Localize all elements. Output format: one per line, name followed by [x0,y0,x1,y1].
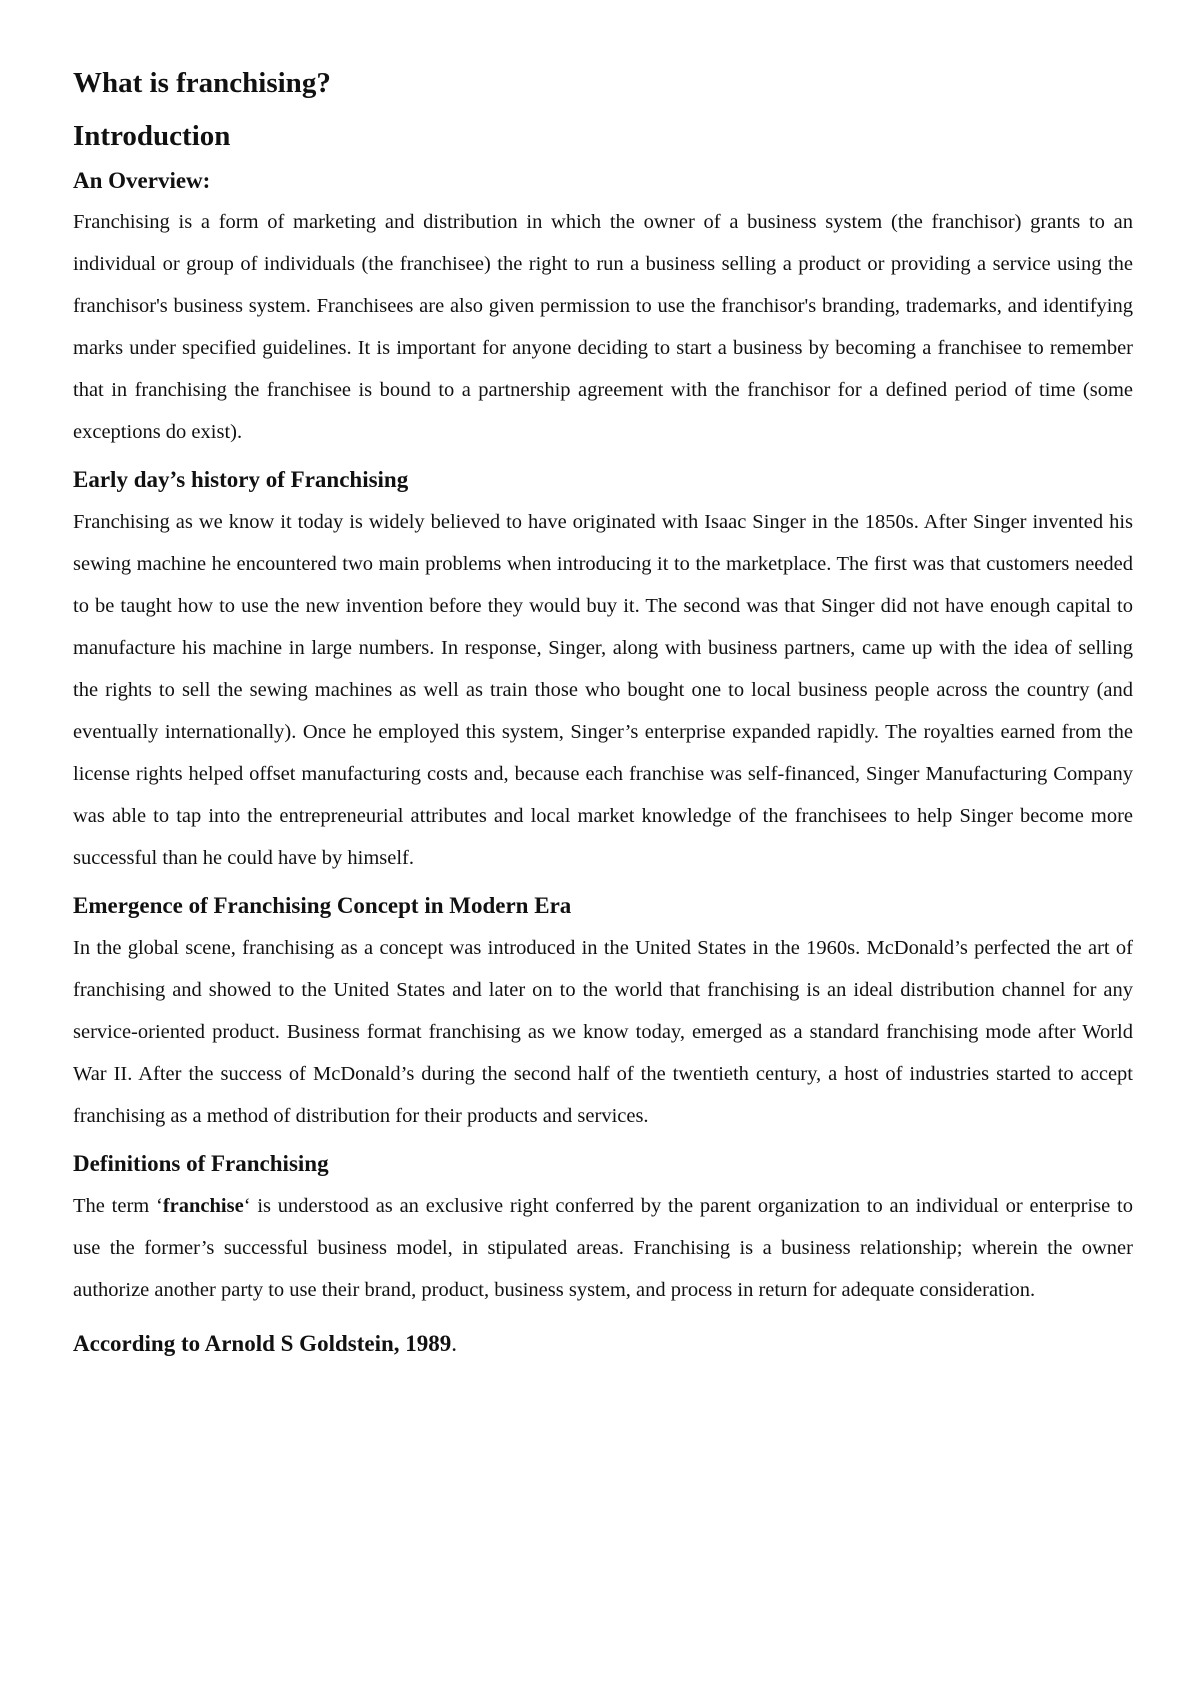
section-definitions [73,1149,1133,1311]
section-paragraph: Franchising as we know it today is widely believed to have originated with Isaac Singer in the 1850s. After Singer invented his sewing machine he encountered two main problems when introducing it to the marketplace. The first was that customers needed to be taught how to use the new invention before they would buy it. The second was that Singer did not have enough capital to manufacture his machine in large numbers. In response, Singer, along with business partners, came up with the idea of selling the rights to sell the sewing machines as well as train those who bought one to local business people across the country (and eventually internationally). Once he employed this system, Singer’s enterprise expanded rapidly. The royalties earned from the license rights helped offset manufacturing costs and, because each franchise was self-financed, Singer Manufacturing Company was able to tap into the entrepreneurial attributes and local market knowledge of the franchisees to help Singer become more successful than he could have by himself. [73,511,1133,870]
section-paragraph [73,1185,1133,1311]
section-paragraph: In the global scene, franchising as a concept was introduced in the United States in the 1960s. McDonald’s perfected the art of franchising and showed to the United States and later on to the world that franchising is an ideal distribution channel for any service-oriented product. Business format franchising as we know today, emerged as a standard franchising mode after World War II. After the success of McDonald’s during the second half of the twentieth century, a host of industries started to accept franchising as a method of distribution for their products and services. [73,937,1133,1128]
section-paragraph: Franchising is a form of marketing and distribution in which the owner of a business system (the franchisor) grants to an individual or group of individuals (the franchisee) the right to run a business selling a product or providing a service using the franchisor's business system. Franchisees are also given permission to use the franchisor's branding, trademarks, and identifying marks under specified guidelines. It is important for anyone deciding to start a business by becoming a franchisee to remember that in franchising the franchisee is bound to a partnership agreement with the franchisor for a defined period of time (some exceptions do exist). [73,211,1133,444]
document-page [73,66,1133,1359]
section-heading: According to Arnold S Goldstein, 1989 [73,1331,452,1357]
section-goldstein [73,1329,1133,1359]
section-heading: Emergence of Franchising Concept in Modern Era [73,893,572,919]
definition-text: ‘ is understood as an exclusive right conferred by the parent organization to an individual or enterprise to use the former’s successful business model, in stipulated areas. Franchising is a business relationship; wherein the owner authorize another party to use their brand, product, business system, and process in return for adequate consideration. [73,1195,1134,1302]
section-modern-era [73,891,1133,1137]
definition-term: franchise [162,1195,244,1218]
page-title: What is franchising? [73,67,331,99]
definition-prefix: The term ‘ [73,1195,163,1218]
section-history [73,465,1133,879]
section-heading: An Overview: [73,167,211,193]
section-heading: Early day’s history of Franchising [73,467,409,493]
page-subtitle: Introduction [73,119,231,152]
section-heading: Definitions of Franchising [73,1151,329,1177]
section-overview [73,166,1133,454]
heading-trailing-period: . [451,1331,458,1357]
